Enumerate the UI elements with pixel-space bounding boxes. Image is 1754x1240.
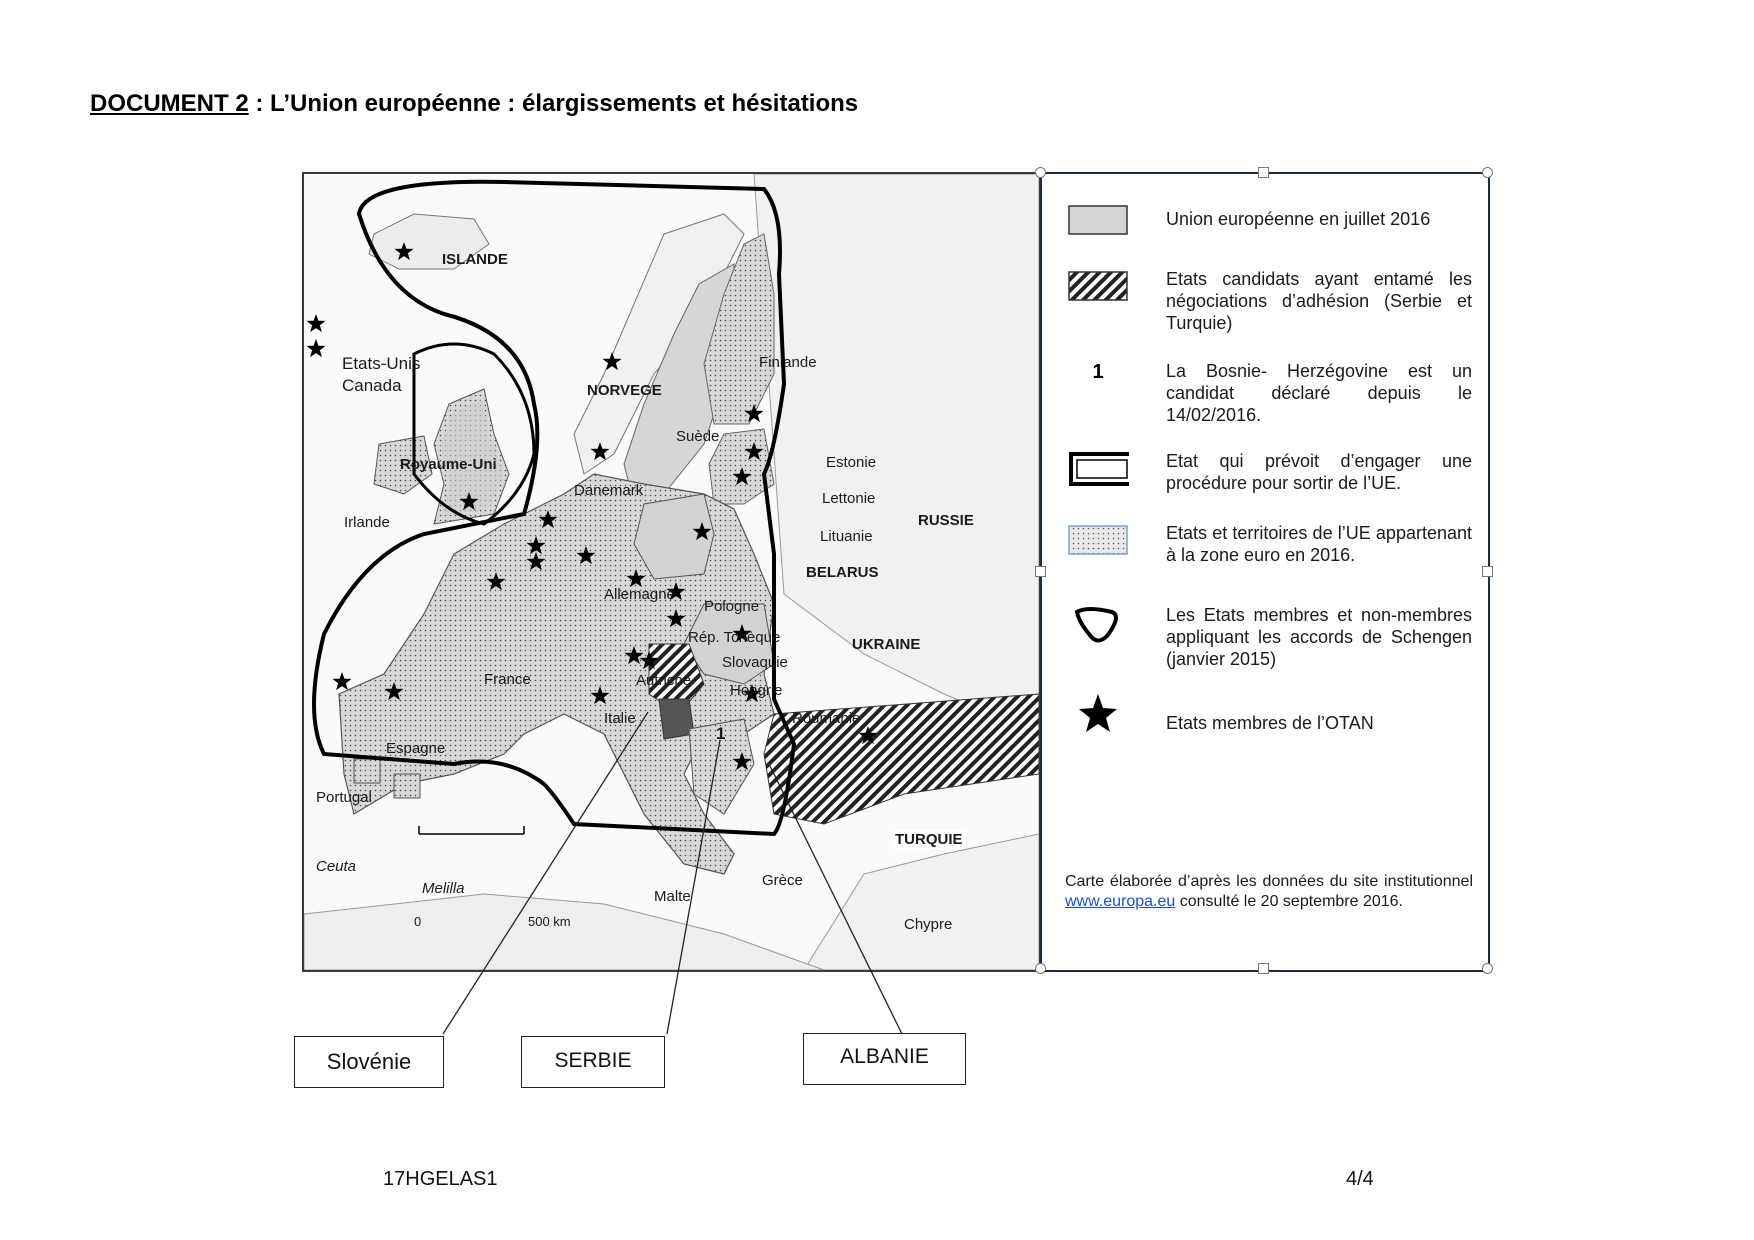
label-autriche: Autriche [636, 672, 692, 689]
scale-start: 0 [414, 914, 422, 929]
legend-nato-text: Etats membres de l’OTAN [1166, 713, 1374, 733]
label-danemark: Danemark [574, 482, 644, 499]
label-russie: RUSSIE [918, 512, 974, 529]
label-hongrie: Hongrie [730, 682, 783, 699]
label-norvege: NORVEGE [587, 382, 662, 399]
scale-end: 500 km [528, 914, 571, 929]
label-canada: Canada [342, 376, 402, 395]
label-lituanie: Lituanie [820, 528, 873, 545]
label-espagne: Espagne [386, 740, 446, 757]
source-link[interactable]: www.europa.eu [1065, 893, 1176, 910]
label-chypre: Chypre [904, 916, 953, 933]
callout-slovenie: Slovénie [294, 1036, 444, 1088]
label-allemagne: Allemagne [604, 586, 675, 603]
label-etats-unis: Etats-Unis [342, 354, 421, 373]
label-lettonie: Lettonie [822, 490, 876, 507]
label-melilla: Melilla [422, 880, 465, 897]
legend-euro-text: Etats et territoires de l’UE appartenant à la zone euro en 2016. [1166, 523, 1472, 565]
label-royaume-uni: Royaume-Uni [400, 456, 497, 473]
footer-page: 4/4 [1346, 1168, 1374, 1190]
legend-eu-text: Union européenne en juillet 2016 [1166, 209, 1431, 229]
label-pologne: Pologne [704, 598, 760, 615]
label-portugal: Portugal [316, 789, 372, 806]
label-malte: Malte [654, 888, 691, 905]
label-suede: Suède [676, 428, 720, 445]
label-belarus: BELARUS [806, 564, 879, 581]
label-rep-tcheque: Rép. Tchèque [688, 629, 781, 646]
label-ceuta: Ceuta [316, 858, 357, 875]
callout-albanie: ALBANIE [803, 1033, 966, 1085]
label-estonie: Estonie [826, 454, 877, 471]
legend-bosnia-text: La Bosnie- Herzégovine est un candidat déclaré depuis le 14/02/2016. [1166, 361, 1472, 425]
label-grece: Grèce [762, 872, 803, 889]
label-slovaquie: Slovaquie [722, 654, 788, 671]
callout-serbie: SERBIE [521, 1036, 665, 1088]
label-finlande: Finlande [759, 354, 817, 371]
source-text-pre: Carte élaborée d’après les données du site institutionnel [1065, 873, 1473, 890]
label-islande: ISLANDE [442, 251, 508, 268]
source-text-post: consulté le 20 septembre 2016. [1175, 893, 1403, 910]
label-france: France [484, 671, 531, 688]
document-label: DOCUMENT 2 [90, 90, 249, 117]
label-ukraine: UKRAINE [852, 636, 921, 653]
document-title-text: : L’Union européenne : élargissements et hésitations [248, 90, 859, 117]
label-irlande: Irlande [344, 514, 390, 531]
legend-candidates-text: Etats candidats ayant entamé les négociations d’adhésion (Serbie et Turquie) [1166, 269, 1472, 333]
label-bosnia-marker: 1 [716, 724, 726, 743]
legend-schengen-text: Les Etats membres et non-membres appliquant les accords de Schengen (janvier 2015) [1166, 605, 1472, 669]
label-turquie: TURQUIE [892, 830, 966, 849]
footer-code: 17HGELAS1 [383, 1168, 498, 1190]
legend-bosnia-symbol: 1 [1092, 361, 1104, 383]
label-roumanie: Roumanie [792, 710, 861, 727]
label-italie: Italie [604, 710, 636, 727]
legend-brexit-text: Etat qui prévoit d’engager une procédure pour sortir de l’UE. [1166, 451, 1472, 493]
